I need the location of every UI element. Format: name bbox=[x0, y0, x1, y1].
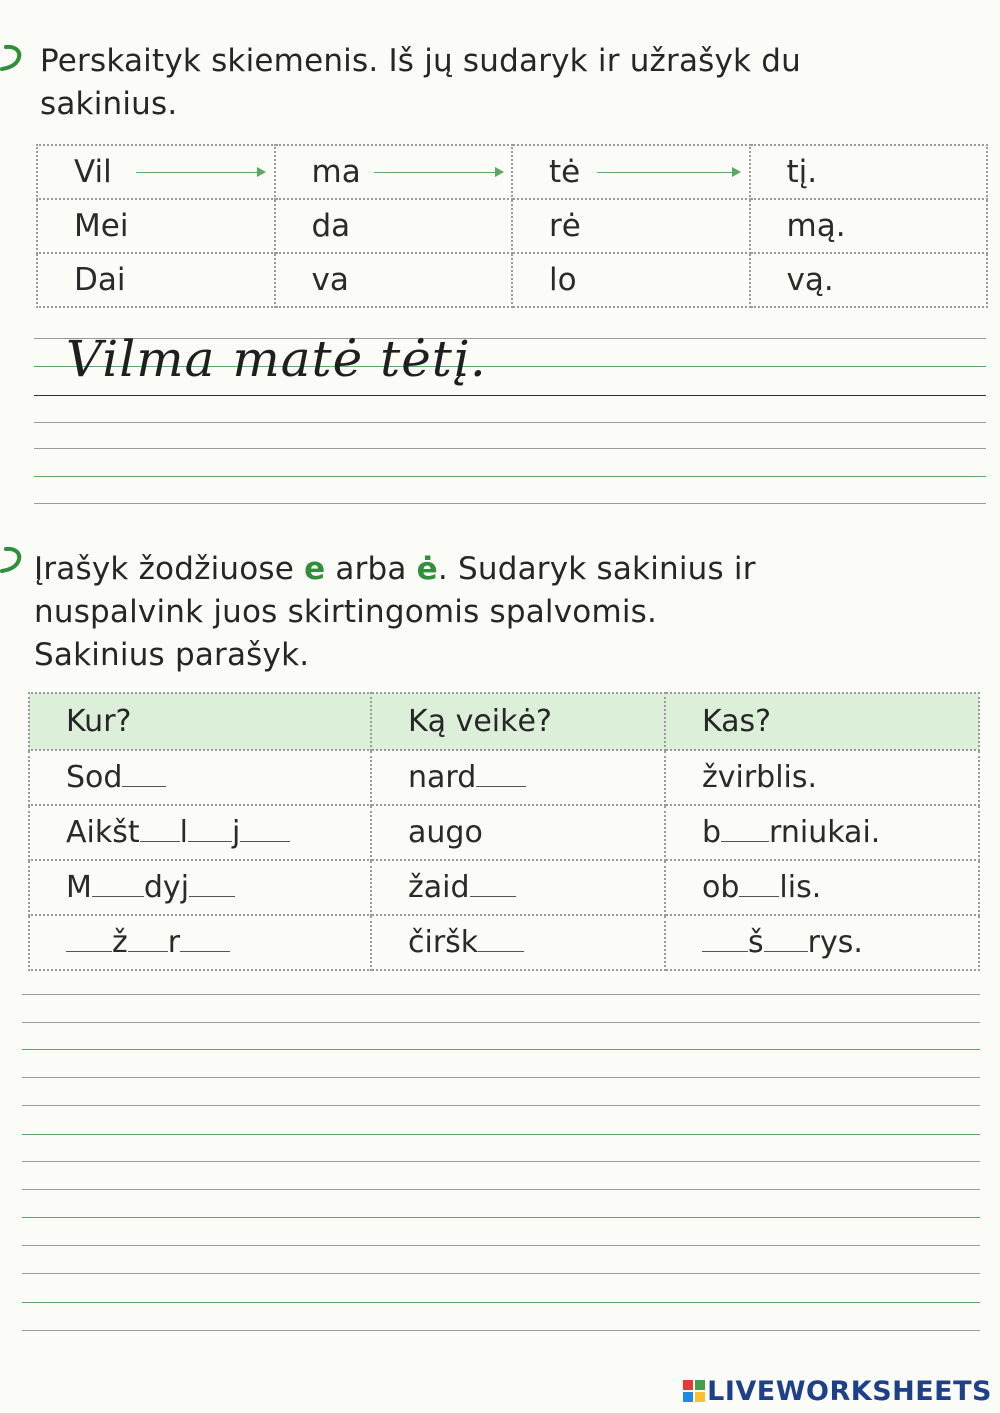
word-cell: Sod bbox=[29, 750, 371, 805]
task1-instruction-line1: Perskaityk skiemenis. Iš jų sudaryk ir užrašyk du bbox=[40, 43, 801, 79]
writing-line bbox=[22, 1330, 980, 1331]
syllable-cell: Vil bbox=[37, 145, 275, 199]
table-row bbox=[29, 860, 979, 915]
arrow-right-icon bbox=[136, 172, 264, 173]
writing-line bbox=[22, 1022, 980, 1023]
arrow-right-icon bbox=[597, 172, 739, 173]
writing-line bbox=[22, 1217, 980, 1218]
syllable-cell: tį. bbox=[750, 145, 988, 199]
word-cell: ob lis. bbox=[665, 860, 979, 915]
writing-line bbox=[22, 1245, 980, 1246]
writing-line bbox=[22, 1273, 980, 1274]
word-cell: žvirblis. bbox=[665, 750, 979, 805]
fill-blank[interactable] bbox=[92, 890, 144, 897]
syllable-cell: tė bbox=[512, 145, 750, 199]
header-kur: Kur? bbox=[29, 693, 371, 750]
writing-line bbox=[22, 1134, 980, 1135]
table-row bbox=[37, 145, 987, 199]
words-table bbox=[28, 692, 980, 971]
arrow-right-icon bbox=[374, 172, 502, 173]
task1-instruction bbox=[40, 40, 801, 126]
writing-line bbox=[34, 476, 986, 477]
writing-line bbox=[22, 1077, 980, 1078]
liveworksheets-watermark bbox=[683, 1376, 992, 1407]
syllable-table bbox=[36, 144, 988, 308]
fill-blank[interactable] bbox=[476, 780, 526, 787]
writing-line bbox=[22, 1189, 980, 1190]
writing-line bbox=[34, 422, 986, 423]
syllable-cell: da bbox=[275, 199, 513, 253]
fill-blank[interactable] bbox=[240, 835, 290, 842]
word-cell: nard bbox=[371, 750, 665, 805]
word-cell: š rys. bbox=[665, 915, 979, 970]
table-row bbox=[37, 253, 987, 307]
fill-blank[interactable] bbox=[140, 835, 180, 842]
task2-instruction-line1: Įrašyk žodžiuose e arba ė. Sudaryk sakinius ir bbox=[34, 551, 756, 587]
example-answer: Vilma matė tėtį. bbox=[66, 330, 487, 388]
table-row bbox=[29, 915, 979, 970]
table-row bbox=[29, 750, 979, 805]
task2-instruction-line3: Sakinius parašyk. bbox=[34, 637, 310, 673]
fill-blank[interactable] bbox=[128, 945, 168, 952]
syllable-cell: rė bbox=[512, 199, 750, 253]
pencil-icon bbox=[0, 44, 26, 72]
fill-blank[interactable] bbox=[764, 945, 808, 952]
header-kas: Kas? bbox=[665, 693, 979, 750]
word-cell: čiršk bbox=[371, 915, 665, 970]
table-row bbox=[29, 805, 979, 860]
fill-blank[interactable] bbox=[721, 835, 769, 842]
writing-line bbox=[34, 448, 986, 449]
syllable-cell: vą. bbox=[750, 253, 988, 307]
fill-blank[interactable] bbox=[702, 945, 748, 952]
task2-instruction bbox=[34, 548, 756, 677]
word-cell: Aikšt l j bbox=[29, 805, 371, 860]
fill-blank[interactable] bbox=[66, 945, 112, 952]
writing-line bbox=[22, 1302, 980, 1303]
fill-blank[interactable] bbox=[478, 945, 524, 952]
letter-e-dot: ė bbox=[416, 551, 438, 587]
syllable-cell: Mei bbox=[37, 199, 275, 253]
header-ka-veike: Ką veikė? bbox=[371, 693, 665, 750]
letter-e: e bbox=[304, 551, 326, 587]
table-header-row bbox=[29, 693, 979, 750]
writing-line bbox=[22, 1161, 980, 1162]
pencil-icon bbox=[0, 546, 26, 574]
fill-blank[interactable] bbox=[188, 835, 232, 842]
syllable-cell: Dai bbox=[37, 253, 275, 307]
writing-line bbox=[34, 503, 986, 504]
word-cell: žaid bbox=[371, 860, 665, 915]
fill-blank[interactable] bbox=[470, 890, 516, 897]
syllable-cell: lo bbox=[512, 253, 750, 307]
task2-instruction-line2: nuspalvink juos skirtingomis spalvomis. bbox=[34, 594, 658, 630]
fill-blank[interactable] bbox=[189, 890, 235, 897]
word-cell: M dyj bbox=[29, 860, 371, 915]
word-cell: ž r bbox=[29, 915, 371, 970]
writing-line bbox=[22, 1049, 980, 1050]
watermark-text: LIVEWORKSHEETS bbox=[707, 1376, 992, 1407]
fill-blank[interactable] bbox=[739, 890, 779, 897]
syllable-cell: va bbox=[275, 253, 513, 307]
writing-line bbox=[34, 395, 986, 396]
syllable-cell: ma bbox=[275, 145, 513, 199]
fill-blank[interactable] bbox=[122, 780, 166, 787]
fill-blank[interactable] bbox=[180, 945, 230, 952]
liveworksheets-logo-icon bbox=[683, 1380, 705, 1402]
syllable-cell: mą. bbox=[750, 199, 988, 253]
writing-line bbox=[22, 1105, 980, 1106]
task1-instruction-line2: sakinius. bbox=[40, 86, 178, 122]
word-cell: augo bbox=[371, 805, 665, 860]
writing-line bbox=[22, 994, 980, 995]
table-row bbox=[37, 199, 987, 253]
word-cell: b rniukai. bbox=[665, 805, 979, 860]
